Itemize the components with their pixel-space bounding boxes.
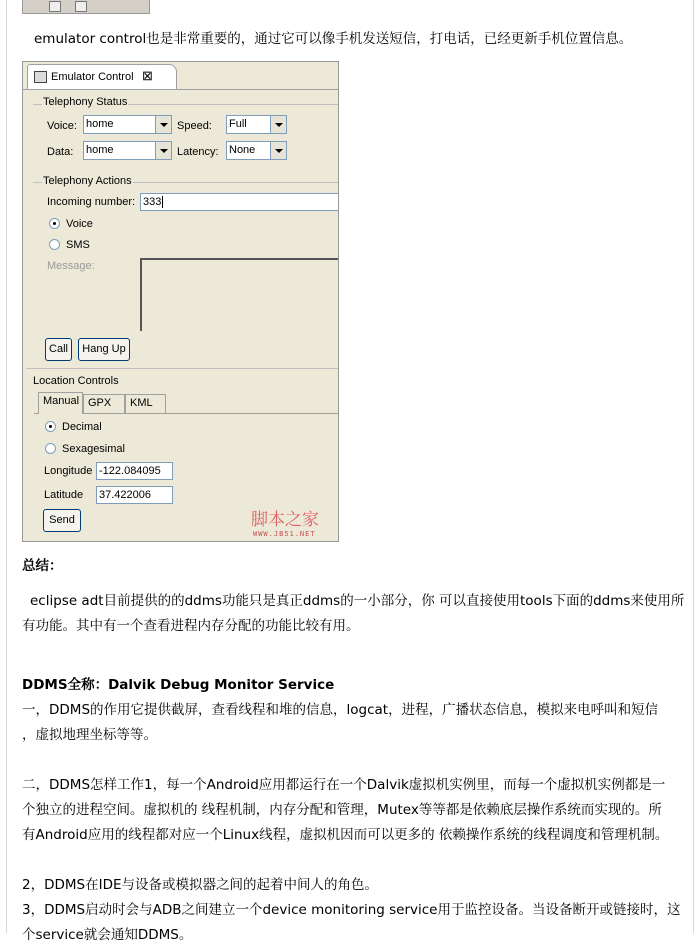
message-textarea[interactable] — [140, 258, 339, 331]
longitude-label: Longitude — [44, 465, 93, 477]
hang-up-button[interactable]: Hang Up — [78, 338, 130, 361]
paragraph-3-line-1: 2，DDMS在IDE与设备或模拟器之间的起着中间人的角色。 — [22, 877, 379, 893]
voice-radio[interactable] — [49, 218, 60, 229]
summary-heading: 总结： — [22, 558, 63, 574]
voice-value: home — [86, 118, 114, 130]
chevron-down-icon[interactable] — [155, 142, 171, 159]
data-value: home — [86, 144, 114, 156]
paragraph-4-line-2: 个service就会通知DDMS。 — [22, 927, 193, 943]
telephony-status-title: Telephony Status — [43, 96, 128, 108]
speed-label: Speed: — [177, 120, 212, 132]
paragraph-2-line-3: 有Android应用的线程都对应一个Linux线程，虚拟机因而可以更多的 依赖操作系统的线程调度和管理机制。 — [22, 827, 669, 843]
ddms-heading: DDMS全称：Dalvik Debug Monitor Service — [22, 677, 335, 693]
longitude-value: -122.084095 — [99, 465, 161, 477]
voice-radio-label: Voice — [66, 218, 93, 230]
sms-radio-label: SMS — [66, 239, 90, 251]
latitude-value: 37.422006 — [99, 489, 151, 501]
chevron-down-icon[interactable] — [270, 142, 286, 159]
emulator-control-panel — [22, 61, 339, 542]
voice-select[interactable] — [83, 115, 172, 134]
chevron-down-icon[interactable] — [270, 116, 286, 133]
tab-gpx[interactable]: GPX — [83, 394, 125, 413]
summary-line-2: 有功能。其中有一个查看进程内存分配的功能比较有用。 — [22, 618, 360, 634]
decimal-radio[interactable] — [45, 421, 56, 432]
watermark-text: 脚本之家 — [251, 510, 319, 530]
decimal-radio-label: Decimal — [62, 421, 102, 433]
view-tab-bar — [23, 62, 339, 90]
toolbar-icon — [49, 1, 61, 12]
separator — [26, 368, 339, 369]
paragraph-2-line-2: 个独立的进程空间。虚拟机的 线程机制，内存分配和管理，Mutex等等都是依赖底层操作系统而实现的。所 — [22, 802, 662, 818]
content-border-right — [693, 0, 694, 933]
latency-value: None — [229, 144, 256, 156]
sexagesimal-radio-label: Sexagesimal — [62, 443, 125, 455]
tab-manual[interactable]: Manual — [38, 392, 83, 414]
paragraph-4-line-1: 3，DDMS启动时会与ADB之间建立一个device monitoring service用于监控设备。当设备断开或链接时，这 — [22, 902, 681, 918]
intro-paragraph: emulator control也是非常重要的，通过它可以像手机发送短信，打电话，已经更新手机位置信息。 — [34, 31, 633, 47]
text-caret — [162, 196, 163, 208]
previous-screenshot-fragment — [22, 0, 150, 14]
tab-label: Emulator Control — [51, 71, 134, 83]
sexagesimal-radio[interactable] — [45, 443, 56, 454]
summary-line-1: eclipse adt目前提供的的ddms功能只是真正ddms的一小部分，你 可以直接使用tools下面的ddms来使用所 — [30, 593, 685, 609]
speed-select[interactable] — [226, 115, 287, 134]
send-button[interactable]: Send — [43, 509, 81, 532]
close-icon[interactable]: ⊠ — [142, 68, 153, 83]
watermark-url: WWW.JB51.NET — [253, 530, 316, 538]
location-tabs — [34, 392, 339, 414]
longitude-input[interactable] — [96, 462, 173, 480]
tab-kml[interactable]: KML — [125, 394, 166, 413]
paragraph-1-line-2: ，虚拟地理坐标等等。 — [22, 727, 157, 743]
tab-emulator-control[interactable] — [27, 64, 177, 89]
chevron-down-icon[interactable] — [155, 116, 171, 133]
data-select[interactable] — [83, 141, 172, 160]
message-label: Message: — [47, 260, 95, 272]
watermark-logo — [251, 505, 319, 538]
telephony-actions-title: Telephony Actions — [43, 175, 132, 187]
content-border-left — [6, 0, 7, 933]
sms-radio[interactable] — [49, 239, 60, 250]
data-label: Data: — [47, 146, 74, 158]
location-controls-title: Location Controls — [33, 375, 119, 387]
speed-value: Full — [229, 118, 247, 130]
incoming-number-input[interactable] — [140, 193, 339, 211]
latitude-label: Latitude — [44, 489, 84, 501]
phone-icon — [34, 71, 47, 83]
voice-label: Voice: — [47, 120, 77, 132]
paragraph-2-line-1: 二，DDMS怎样工作1，每一个Android应用都运行在一个Dalvik虚拟机实例里，而每一个虚拟机实例都是一 — [22, 777, 666, 793]
incoming-number-label: Incoming number: — [47, 196, 136, 208]
latency-select[interactable] — [226, 141, 287, 160]
toolbar-icon — [75, 1, 87, 12]
call-button[interactable]: Call — [45, 338, 72, 361]
incoming-number-value: 333 — [143, 196, 162, 208]
paragraph-1-line-1: 一，DDMS的作用它提供截屏，查看线程和堆的信息，logcat，进程，广播状态信息，模拟来电呼叫和短信 — [22, 702, 659, 718]
latitude-input[interactable] — [96, 486, 173, 504]
latency-label: Latency: — [177, 146, 219, 158]
